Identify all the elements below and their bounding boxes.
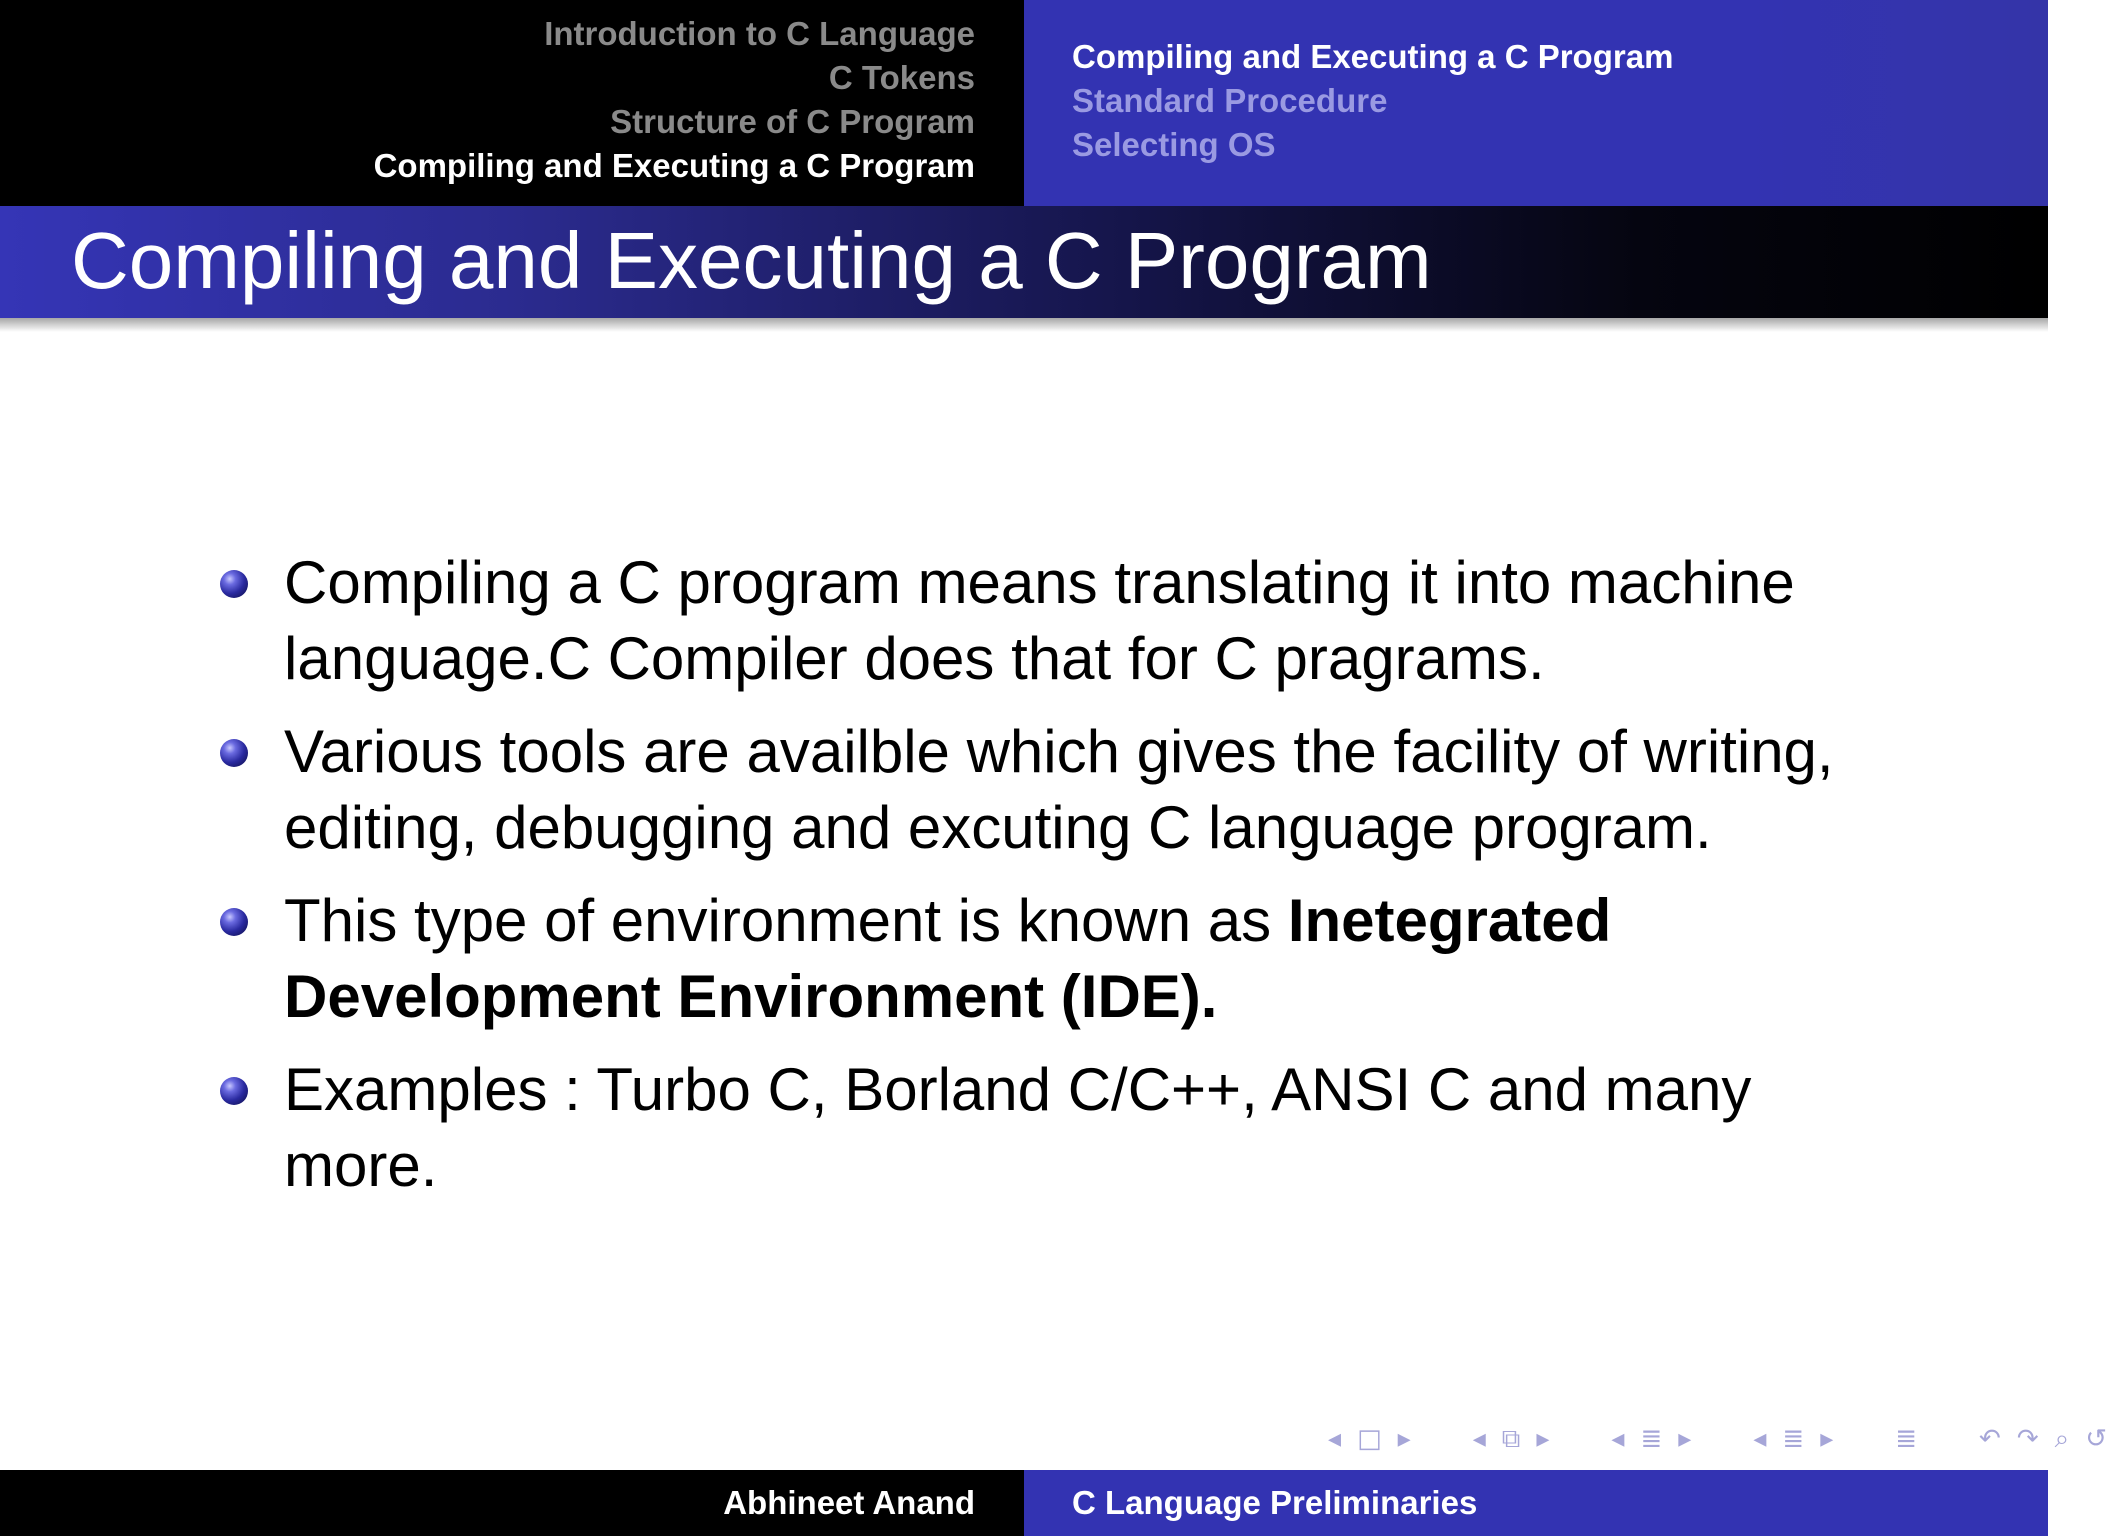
footer-title: C Language Preliminaries [1072, 1484, 1478, 1521]
bullet-ball-icon [220, 1077, 248, 1105]
bullet-item [216, 545, 1896, 697]
bullet-text: Compiling a C program means translating it into machine language.C Compiler does that for C pragrams. [284, 549, 1795, 692]
nav-subsection-compiling[interactable]: Compiling and Executing a C Program [1072, 38, 1674, 75]
bullet-ball-icon [220, 570, 248, 598]
next-subsection-icon[interactable]: ▸ [1678, 1424, 1694, 1454]
subsection-list [1072, 35, 1673, 167]
document-icon[interactable]: ≣ [1895, 1424, 1920, 1454]
frame-title: Compiling and Executing a C Program [71, 216, 1432, 305]
bullet-item [216, 1052, 1896, 1204]
section-navigation [0, 0, 1024, 206]
nav-section-c-tokens[interactable]: C Tokens [828, 59, 975, 96]
next-slide-icon[interactable]: ▸ [1397, 1424, 1413, 1454]
title-shadow [0, 318, 2048, 332]
header-bar [0, 0, 2048, 206]
bullet-ball-icon [220, 908, 248, 936]
search-icon[interactable]: ⌕ [2054, 1424, 2072, 1454]
first-slide-icon[interactable]: ◂ [1328, 1424, 1344, 1454]
bullet-item [216, 883, 1896, 1035]
frame-icon[interactable]: ⧉ [1501, 1424, 1523, 1454]
next-section-icon[interactable]: ▸ [1820, 1424, 1836, 1454]
prev-section-icon[interactable]: ◂ [1753, 1424, 1769, 1454]
bullet-bold-term: Inetegrated Development Environment (IDE). [284, 887, 1612, 1030]
beamer-navigation-symbols [1328, 1424, 2123, 1458]
footer-author: Abhineet Anand [723, 1484, 975, 1521]
prev-subsection-icon[interactable]: ◂ [1611, 1424, 1627, 1454]
bullet-text: Examples : Turbo C, Borland C/C++, ANSI C and many more. [284, 1056, 1752, 1199]
subsection-icon[interactable]: ≣ [1640, 1424, 1665, 1454]
bullet-item [216, 714, 1896, 866]
bullet-text: Various tools are availble which gives the facility of writing, editing, debugging and excuting C language program. [284, 718, 1834, 861]
refresh-icon[interactable]: ↺ [2085, 1424, 2109, 1454]
nav-section-compiling[interactable]: Compiling and Executing a C Program [373, 147, 975, 184]
next-frame-icon[interactable]: ▸ [1536, 1424, 1552, 1454]
nav-subsection-selecting-os[interactable]: Selecting OS [1072, 126, 1276, 163]
bullet-ball-icon [220, 739, 248, 767]
prev-frame-icon[interactable]: ◂ [1472, 1424, 1488, 1454]
nav-subsection-standard-procedure[interactable]: Standard Procedure [1072, 82, 1388, 119]
footer-title-bar [1024, 1470, 2048, 1536]
subsection-navigation [1024, 0, 2048, 206]
slide-icon[interactable]: □ [1357, 1424, 1384, 1454]
bullet-text: This type of environment is known as [284, 887, 1288, 954]
nav-section-structure[interactable]: Structure of C Program [610, 103, 975, 140]
section-list [374, 12, 975, 188]
forward-icon[interactable]: ↷ [2016, 1424, 2041, 1454]
nav-section-introduction[interactable]: Introduction to C Language [544, 15, 975, 52]
footer-author-bar [0, 1470, 1024, 1536]
back-icon[interactable]: ↶ [1979, 1424, 2003, 1454]
bullet-list [216, 545, 1896, 1221]
section-icon[interactable]: ≣ [1782, 1424, 1807, 1454]
